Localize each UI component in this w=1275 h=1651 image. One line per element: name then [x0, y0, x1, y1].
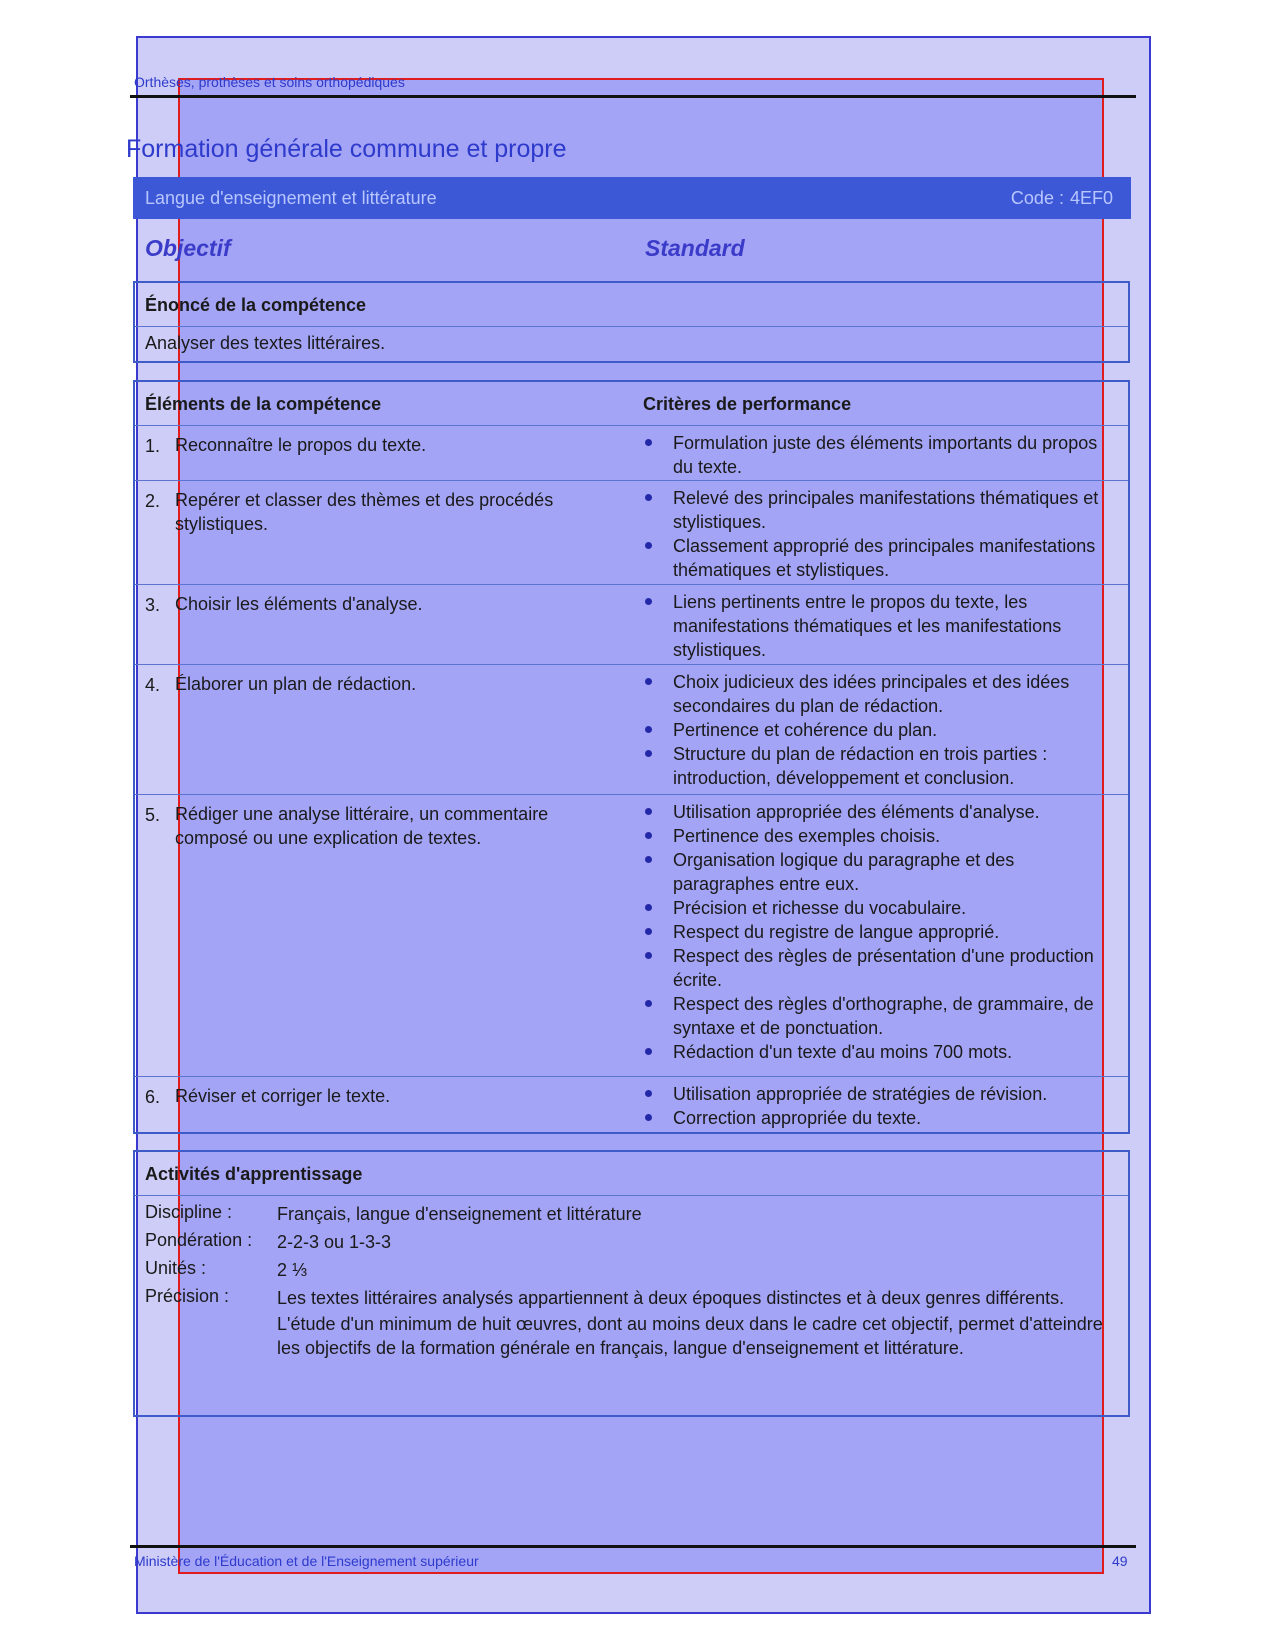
elements-table [133, 380, 1130, 1134]
criteria-list [643, 431, 1113, 479]
elements-table-header [135, 382, 1128, 426]
criterion-text: Structure du plan de rédaction en trois parties : introduction, développement et conclusion. [673, 744, 1048, 788]
criteria-list [643, 1082, 1113, 1130]
unites-label: Unités : [145, 1258, 207, 1278]
bullet-icon [645, 1000, 652, 1007]
competence-heading: Énoncé de la compétence [135, 283, 1128, 327]
bullet-icon [645, 542, 652, 549]
header-rule [130, 95, 1136, 98]
activities-heading: Activités d'apprentissage [135, 1152, 1128, 1196]
competence-box [133, 281, 1130, 363]
bullet-icon [645, 928, 652, 935]
element-text: Rédiger une analyse littéraire, un commentaire composé ou une explication de textes. [175, 804, 549, 848]
course-band [133, 177, 1131, 219]
criterion-item [643, 896, 1113, 920]
criterion-text: Correction appropriée du texte. [673, 1108, 922, 1128]
element-number: 5. [145, 805, 161, 825]
element-text: Choisir les éléments d'analyse. [175, 594, 423, 614]
element-row-1 [135, 426, 1128, 481]
bullet-icon [645, 678, 652, 685]
criterion-text: Pertinence des exemples choisis. [673, 826, 941, 846]
discipline-row [135, 1202, 1128, 1230]
precision-row [135, 1286, 1128, 1360]
bullet-icon [645, 1090, 652, 1097]
bullet-icon [645, 832, 652, 839]
precision-paragraph: Les textes littéraires analysés appartiennent à deux époques distinctes et à deux genres différents. [277, 1288, 1065, 1308]
bullet-icon [645, 726, 652, 733]
bullet-icon [645, 952, 652, 959]
objectif-heading: Objectif [145, 235, 231, 261]
criterion-item [643, 590, 1113, 662]
criteria-list [643, 670, 1113, 790]
bullet-icon [645, 856, 652, 863]
precision-value [277, 1286, 1117, 1360]
footer-rule [130, 1545, 1136, 1548]
unites-value: 2 ⅓ [277, 1260, 308, 1280]
element-row-6 [135, 1077, 1128, 1136]
criteria-heading: Critères de performance [643, 394, 852, 414]
objective-standard-row [145, 235, 1095, 265]
bullet-icon [645, 1114, 652, 1121]
criterion-item [643, 824, 1113, 848]
code-value: 4EF0 [1069, 187, 1113, 208]
band-code [1011, 188, 1119, 209]
criterion-item [643, 534, 1113, 582]
criterion-item [643, 742, 1113, 790]
element-row-2 [135, 481, 1128, 585]
criterion-text: Rédaction d'un texte d'au moins 700 mots. [673, 1042, 1013, 1062]
bullet-icon [645, 904, 652, 911]
element-number: 2. [145, 491, 161, 511]
elements-heading: Éléments de la compétence [145, 394, 382, 414]
element-text: Reconnaître le propos du texte. [175, 435, 427, 455]
element-row-5 [135, 795, 1128, 1077]
bullet-icon [645, 598, 652, 605]
ponderation-value: 2-2-3 ou 1-3-3 [277, 1232, 392, 1252]
ponderation-row [135, 1230, 1128, 1258]
ponderation-label: Pondération : [145, 1230, 253, 1250]
element-number: 1. [145, 436, 161, 456]
criterion-text: Organisation logique du paragraphe et des paragraphes entre eux. [673, 850, 1015, 894]
criterion-item [643, 1082, 1113, 1106]
criterion-item [643, 848, 1113, 896]
discipline-value: Français, langue d'enseignement et littérature [277, 1204, 642, 1224]
criterion-text: Pertinence et cohérence du plan. [673, 720, 938, 740]
criteria-list [643, 800, 1113, 1064]
footer-ministry: Ministère de l'Éducation et de l'Enseignement supérieur [134, 1553, 479, 1569]
criterion-text: Respect des règles d'orthographe, de grammaire, de syntaxe et de ponctuation. [673, 994, 1094, 1038]
element-text: Élaborer un plan de rédaction. [175, 674, 417, 694]
activities-box [133, 1150, 1130, 1417]
criterion-text: Utilisation appropriée de stratégies de révision. [673, 1084, 1048, 1104]
criterion-text: Respect des règles de présentation d'une production écrite. [673, 946, 1094, 990]
precision-label: Précision : [145, 1286, 230, 1306]
precision-paragraph: L'étude d'un minimum de huit œuvres, dont au moins deux dans le cadre cet objectif, permet d'atteindre les objectifs de la formation générale en français, langue d'enseignement et littérature. [277, 1314, 1103, 1358]
criterion-item [643, 431, 1113, 479]
criterion-item [643, 920, 1113, 944]
criterion-item [643, 486, 1113, 534]
criterion-text: Utilisation appropriée des éléments d'analyse. [673, 802, 1040, 822]
criterion-text: Liens pertinents entre le propos du texte, les manifestations thématiques et les manifestations stylistiques. [673, 592, 1062, 660]
criterion-item [643, 1040, 1113, 1064]
element-number: 4. [145, 675, 161, 695]
standard-heading: Standard [645, 235, 745, 261]
bullet-icon [645, 1048, 652, 1055]
element-text: Repérer et classer des thèmes et des procédés stylistiques. [175, 490, 554, 534]
criterion-item [643, 944, 1113, 992]
criterion-text: Précision et richesse du vocabulaire. [673, 898, 967, 918]
activities-body [135, 1196, 1128, 1360]
discipline-label: Discipline : [145, 1202, 233, 1222]
criterion-item [643, 670, 1113, 718]
element-number: 6. [145, 1087, 161, 1107]
band-course-name: Langue d'enseignement et littérature [145, 187, 437, 208]
criterion-item [643, 718, 1113, 742]
criterion-text: Choix judicieux des idées principales et des idées secondaires du plan de rédaction. [673, 672, 1070, 716]
criterion-text: Respect du registre de langue approprié. [673, 922, 1000, 942]
element-row-4 [135, 665, 1128, 795]
criteria-list [643, 590, 1113, 662]
criterion-text: Formulation juste des éléments importants du propos du texte. [673, 433, 1098, 477]
criterion-item [643, 1106, 1113, 1130]
criterion-text: Classement approprié des principales manifestations thématiques et stylistiques. [673, 536, 1096, 580]
unites-row [135, 1258, 1128, 1286]
criteria-list [643, 486, 1113, 582]
element-row-3 [135, 585, 1128, 665]
bullet-icon [645, 808, 652, 815]
section-title: Formation générale commune et propre [126, 135, 567, 163]
criterion-text: Relevé des principales manifestations thématiques et stylistiques. [673, 488, 1099, 532]
code-label: Code : [1010, 187, 1064, 208]
criterion-item [643, 800, 1113, 824]
page-number: 49 [1112, 1553, 1128, 1569]
bullet-icon [645, 494, 652, 501]
bullet-icon [645, 750, 652, 757]
bullet-icon [645, 439, 652, 446]
criterion-item [643, 992, 1113, 1040]
competence-statement: Analyser des textes littéraires. [145, 333, 386, 353]
running-header: Orthèses, prothèses et soins orthopédiques [134, 74, 405, 90]
element-text: Réviser et corriger le texte. [175, 1086, 391, 1106]
element-number: 3. [145, 595, 161, 615]
